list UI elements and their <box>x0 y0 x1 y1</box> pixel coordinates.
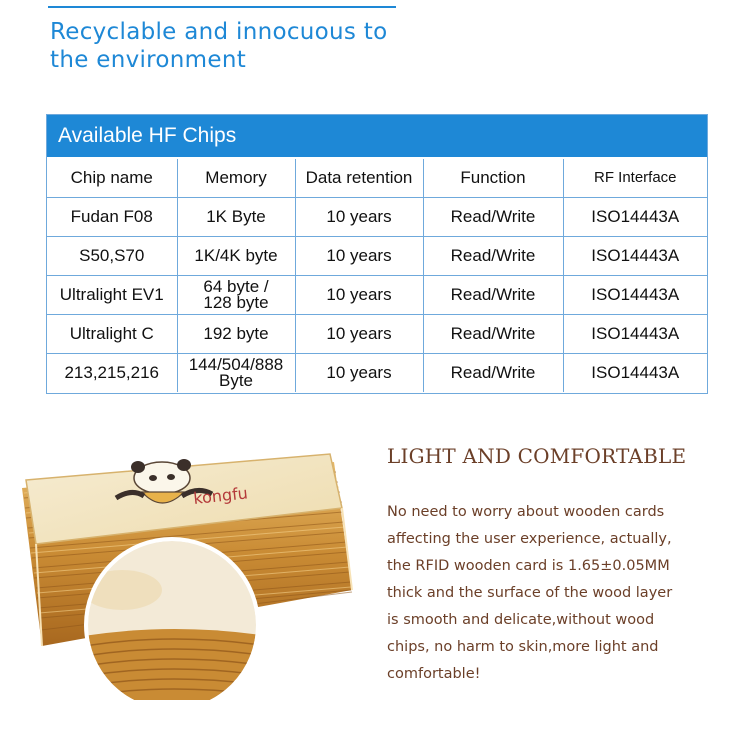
cell-data-retention: 10 years <box>295 354 423 393</box>
cell-data-retention: 10 years <box>295 276 423 315</box>
body-line: chips, no harm to skin,more light and <box>387 639 659 655</box>
body-line: affecting the user experience, actually, <box>387 531 672 547</box>
cell-function: Read/Write <box>423 276 563 315</box>
table-row <box>47 237 707 276</box>
cell-memory <box>177 276 295 315</box>
header-function: Function <box>423 159 563 198</box>
section-body <box>387 499 727 688</box>
body-line: the RFID wooden card is 1.65±0.05MM <box>387 558 670 574</box>
cell-data-retention: 10 years <box>295 198 423 237</box>
memory-line: 64 byte / <box>203 277 269 296</box>
table-header-row <box>47 159 707 198</box>
cell-chip-name: S50,S70 <box>47 237 177 276</box>
header-rf-interface: RF Interface <box>563 159 707 198</box>
section-title: LIGHT AND COMFORTABLE <box>387 444 687 468</box>
wooden-card-stack-illustration <box>12 440 362 700</box>
cell-rf-interface: ISO14443A <box>563 276 707 315</box>
cell-memory: 1K/4K byte <box>177 237 295 276</box>
cell-memory: 192 byte <box>177 315 295 354</box>
body-line: comfortable! <box>387 666 481 682</box>
table-row <box>47 315 707 354</box>
top-divider <box>48 6 396 8</box>
memory-line: 128 byte <box>203 293 269 312</box>
cell-function: Read/Write <box>423 315 563 354</box>
memory-line: 144/504/888 <box>188 355 284 374</box>
header-memory: Memory <box>177 159 295 198</box>
cell-function: Read/Write <box>423 354 563 393</box>
cell-memory <box>177 354 295 393</box>
wooden-cards-photo <box>12 440 362 700</box>
memory-line: Byte <box>218 371 254 390</box>
chips-grid <box>47 159 707 392</box>
body-line: thick and the surface of the wood layer <box>387 585 673 601</box>
headline-line-1: Recyclable and innocuous to <box>50 19 388 45</box>
cell-rf-interface: ISO14443A <box>563 198 707 237</box>
cell-function: Read/Write <box>423 237 563 276</box>
cell-data-retention: 10 years <box>295 237 423 276</box>
header-data-retention: Data retention <box>295 159 423 198</box>
headline <box>50 18 450 74</box>
body-line: No need to worry about wooden cards <box>387 504 665 520</box>
cell-function: Read/Write <box>423 198 563 237</box>
headline-line-2: the environment <box>50 47 247 73</box>
body-line: is smooth and delicate,without wood <box>387 612 655 628</box>
card-print-text: kongfu <box>192 483 249 508</box>
table-title: Available HF Chips <box>47 115 707 159</box>
cell-chip-name: Fudan F08 <box>47 198 177 237</box>
cell-data-retention: 10 years <box>295 315 423 354</box>
cell-chip-name: Ultralight EV1 <box>47 276 177 315</box>
cell-memory: 1K Byte <box>177 198 295 237</box>
table-row <box>47 354 707 393</box>
cell-chip-name: 213,215,216 <box>47 354 177 393</box>
cell-rf-interface: ISO14443A <box>563 315 707 354</box>
header-chip-name: Chip name <box>47 159 177 198</box>
cell-rf-interface: ISO14443A <box>563 237 707 276</box>
table-row <box>47 198 707 237</box>
chips-table <box>46 114 708 394</box>
cell-chip-name: Ultralight C <box>47 315 177 354</box>
table-row <box>47 276 707 315</box>
cell-rf-interface: ISO14443A <box>563 354 707 393</box>
